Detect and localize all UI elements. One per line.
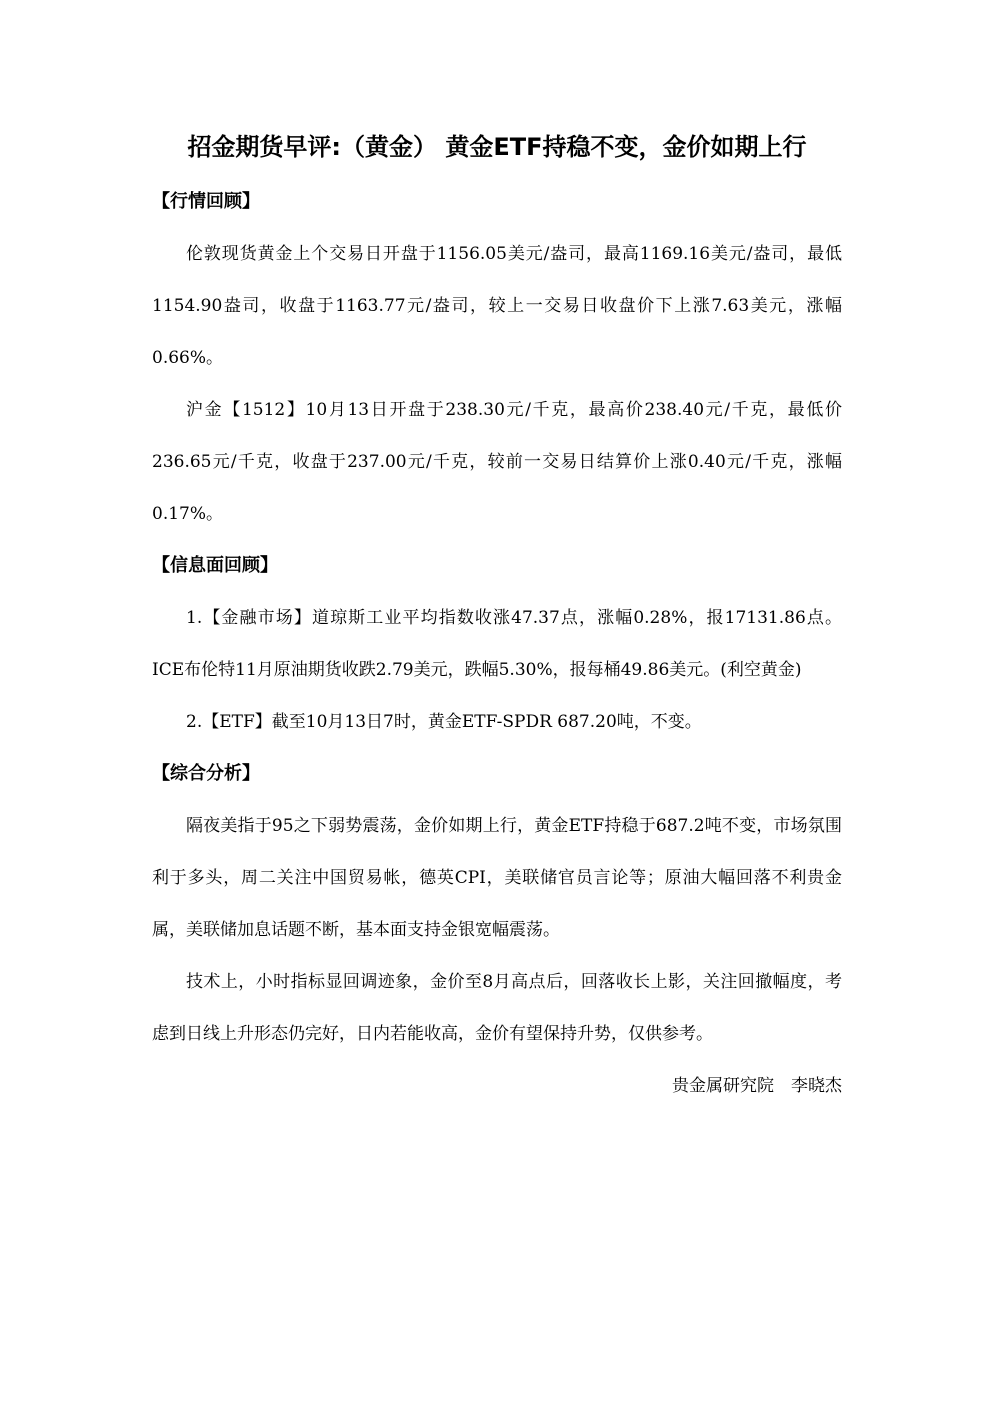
section-market-review	[152, 176, 842, 540]
document-page	[152, 122, 842, 1112]
section-heading: 【信息面回顾】	[152, 555, 278, 576]
section-heading: 【综合分析】	[152, 763, 260, 784]
section-heading: 【行情回顾】	[152, 191, 260, 212]
paragraph-financial-market: 1.【金融市场】道琼斯工业平均指数收涨47.37点，涨幅0.28%，报17131.86点。ICE布伦特11月原油期货收跌2.79美元，跌幅5.30%，报每桶49.86美元。(利空黄金)	[152, 608, 842, 680]
paragraph-etf: 2.【ETF】截至10月13日7时，黄金ETF-SPDR 687.20吨，不变。	[186, 712, 702, 732]
paragraph-technical-analysis: 技术上，小时指标显回调迹象，金价至8月高点后，回落收长上影，关注回撤幅度，考虑到日线上升形态仍完好，日内若能收高，金价有望保持升势，仅供参考。	[152, 972, 842, 1044]
paragraph-shanghai-gold: 沪金【1512】10月13日开盘于238.30元/千克，最高价238.40元/千克，最低价236.65元/千克，收盘于237.00元/千克，较前一交易日结算价上涨0.40元/千克，涨幅0.17%。	[152, 400, 842, 524]
document-title: 招金期货早评:（黄金） 黄金ETF持稳不变，金价如期上行	[187, 133, 807, 161]
section-news-review	[152, 540, 842, 748]
section-analysis	[152, 748, 842, 1060]
author-signature: 贵金属研究院 李晓杰	[672, 1076, 842, 1096]
paragraph-overnight-analysis: 隔夜美指于95之下弱势震荡，金价如期上行，黄金ETF持稳于687.2吨不变，市场氛围利于多头，周二关注中国贸易帐，德英CPI，美联储官员言论等；原油大幅回落不利贵金属，美联储加息话题不断，基本面支持金银宽幅震荡。	[152, 816, 842, 940]
paragraph-london-gold: 伦敦现货黄金上个交易日开盘于1156.05美元/盎司，最高1169.16美元/盎司，最低1154.90盎司，收盘于1163.77元/盎司，较上一交易日收盘价下上涨7.63美元，涨幅0.66%。	[152, 244, 842, 368]
